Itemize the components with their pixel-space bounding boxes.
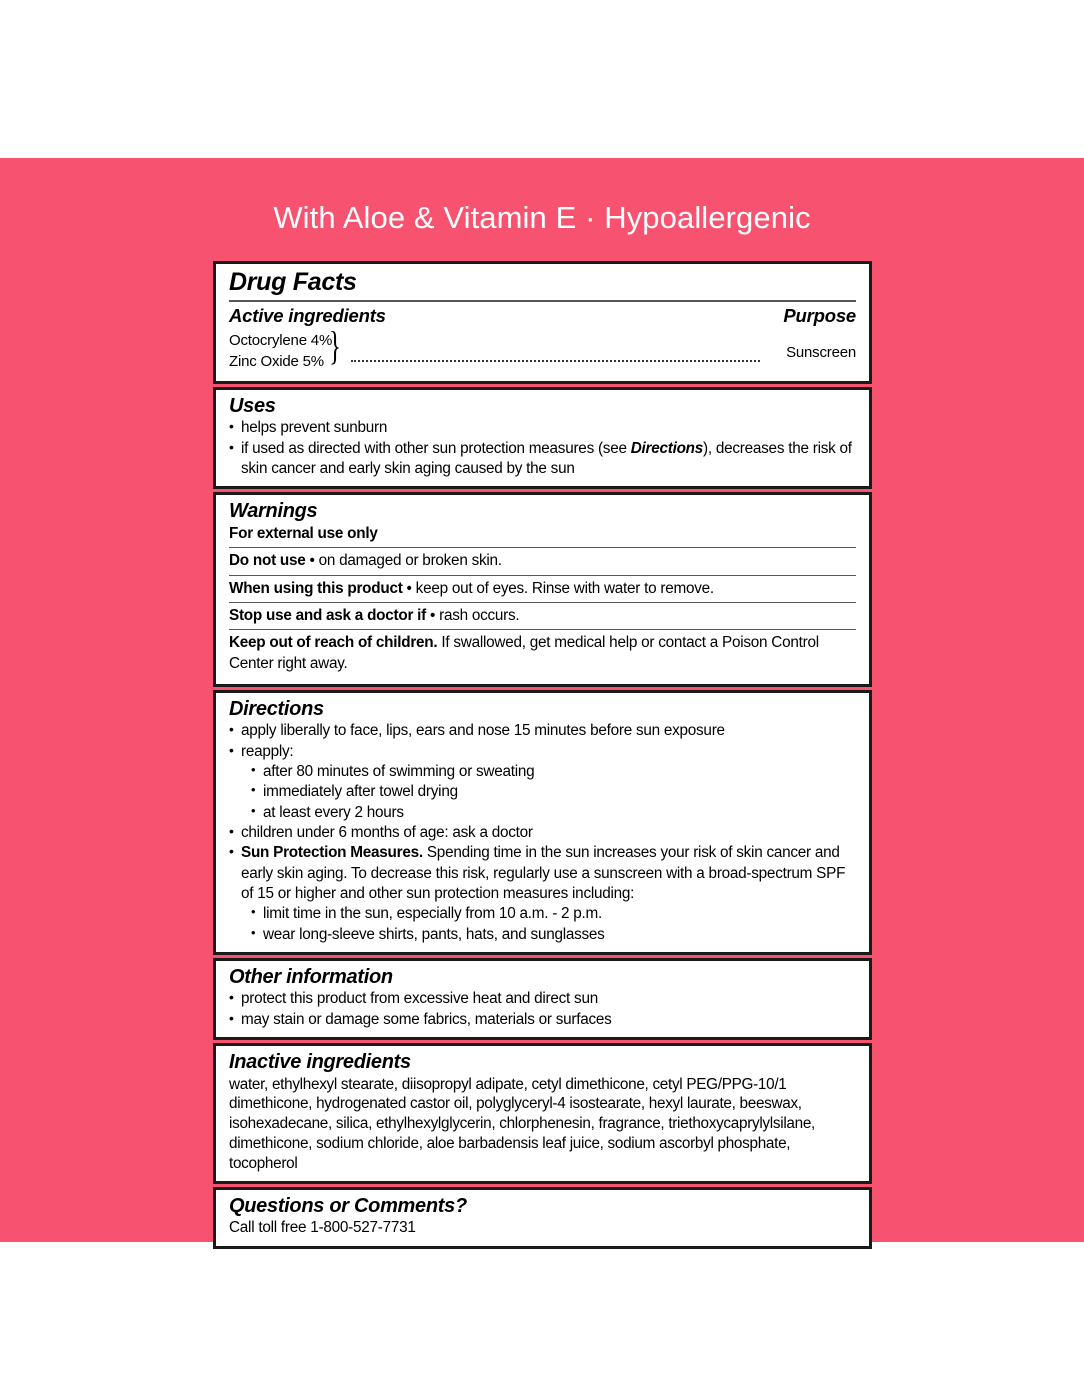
directions-spm-sublist [251, 904, 856, 945]
directions-bullet-reapply: • reapply: [229, 742, 856, 762]
uses-bullet-2-suffix: ), decreases the risk of skin cancer and early skin aging caused by the sun [241, 439, 852, 478]
active-ingredients-list [229, 323, 856, 374]
other-info-bullet-1: • protect this product from excessive heat and direct sun [229, 989, 856, 1009]
product-tagline: With Aloe & Vitamin E · Hypoallergenic [273, 200, 811, 235]
directions-sub-wear-clothing: • wear long-sleeve shirts, pants, hats, and sunglasses [251, 925, 856, 945]
other-information-box [213, 958, 872, 1040]
warning-row-do-not-use-rest: • on damaged or broken skin. [305, 552, 502, 570]
other-information-bullet-list [229, 989, 856, 1030]
warning-row-when-using-rest: • keep out of eyes. Rinse with water to remove. [402, 579, 714, 597]
warning-row-stop-use-bold: Stop use and ask a doctor if [229, 606, 426, 624]
warning-row-do-not-use-bold: Do not use [229, 552, 306, 570]
uses-title: Uses [229, 395, 276, 417]
directions-sub-2hours: • at least every 2 hours [251, 803, 856, 823]
warning-row-when-using [229, 575, 856, 602]
warning-row-stop-use [229, 602, 856, 629]
uses-bullet-2 [229, 439, 856, 480]
purpose-value: Sunscreen [786, 344, 856, 361]
warning-row-keep-out-of-reach [229, 629, 856, 677]
spm-body-text: Spending time in the sun increases your risk of skin cancer and early skin aging. To decrease this risk, regularly use a sunscreen with a broad-spectrum SPF of 15 or higher and other sun protection measures including: [241, 844, 846, 903]
uses-bullet-2-directions-ref: Directions [630, 439, 704, 457]
questions-title: Questions or Comments? [229, 1194, 467, 1217]
uses-bullet-list [229, 418, 856, 479]
directions-bullet-children: • children under 6 months of age: ask a doctor [229, 823, 856, 843]
title-divider [229, 300, 856, 302]
inactive-ingredients-box [213, 1043, 872, 1184]
warning-row-keep-out-of-reach-bold: Keep out of reach of children. [229, 634, 438, 652]
directions-title: Directions [229, 697, 324, 720]
questions-box [213, 1187, 872, 1249]
active-ingredients-box [213, 261, 872, 384]
directions-bullet-sun-protection-measures [229, 843, 856, 904]
directions-bullet-apply: • apply liberally to face, lips, ears and nose 15 minutes before sun exposure [229, 721, 856, 741]
active-ingredient-1: Octocrylene 4% [229, 332, 333, 349]
leader-dots [351, 360, 760, 362]
inactive-ingredients-title: Inactive ingredients [229, 1051, 411, 1074]
warning-row-do-not-use [229, 547, 856, 574]
uses-bullet-1: • helps prevent sunburn [229, 418, 856, 438]
spm-bold-label: Sun Protection Measures. [241, 844, 423, 862]
brace-icon: } [329, 323, 341, 368]
uses-box [213, 387, 872, 489]
warning-row-keep-out-of-reach-rest: If swallowed, get medical help or contact a Poison Control Center right away. [229, 634, 819, 672]
other-info-bullet-2: • may stain or damage some fabrics, materials or surfaces [229, 1010, 856, 1030]
purpose-label: Purpose [783, 305, 856, 326]
warnings-title: Warnings [229, 500, 318, 523]
ingredient-names [229, 330, 332, 373]
active-ingredient-2: Zinc Oxide 5% [229, 353, 324, 371]
inactive-ingredients-text: water, ethylhexyl stearate, diisopropyl adipate, cetyl dimethicone, cetyl PEG/PPG-10/1 dimethicone, hydrogenated castor oil, polyglyceryl-4 isostearate, hexyl laurate, beeswax, isohexadecane, silica, ethylhexylglycerin, chlorphenesin, fragrance, triethoxycaprylylsilane, dimethicone, sodium chloride, aloe barbadensis leaf juice, sodium ascorbyl phosphate, tocopherol [229, 1075, 815, 1173]
other-information-title: Other information [229, 966, 393, 989]
warning-row-when-using-bold: When using this product [229, 579, 403, 597]
drug-facts-panel [213, 261, 872, 1249]
directions-reapply-sublist [251, 762, 856, 823]
directions-sub-towel: • immediately after towel drying [251, 782, 856, 802]
warnings-box [213, 492, 872, 686]
active-ingredients-header-row [229, 305, 856, 327]
directions-sub-swimming: • after 80 minutes of swimming or sweating [251, 762, 856, 782]
directions-box [213, 690, 872, 955]
warning-row-stop-use-rest: • rash occurs. [426, 606, 520, 624]
questions-phone-text: Call toll free 1-800-527-7731 [229, 1219, 416, 1237]
uses-bullet-2-prefix: if used as directed with other sun protection measures (see [241, 439, 631, 457]
drug-facts-title: Drug Facts [229, 268, 357, 296]
directions-bullet-list-2 [229, 823, 856, 904]
directions-sub-limit-time: • limit time in the sun, especially from 10 a.m. - 2 p.m. [251, 904, 856, 924]
warnings-external-use: For external use only [229, 524, 378, 542]
active-ingredients-label: Active ingredients [229, 305, 386, 326]
directions-bullet-list [229, 721, 856, 762]
